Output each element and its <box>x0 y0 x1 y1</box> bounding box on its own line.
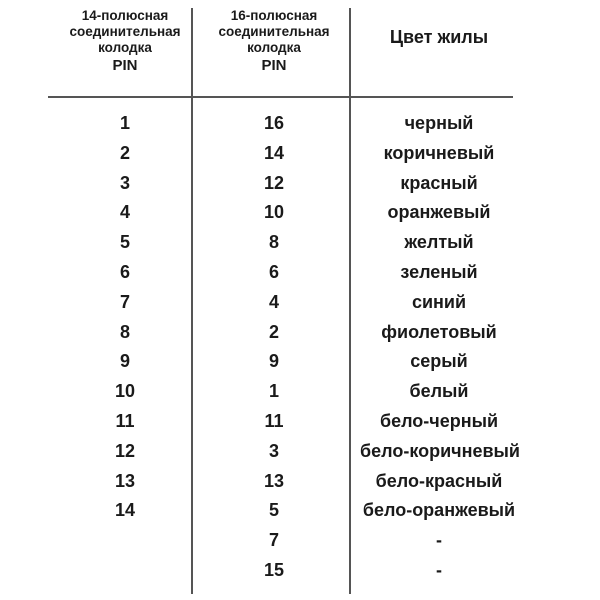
table-row <box>0 198 600 228</box>
pin-14-cell: 14 <box>114 500 136 521</box>
table-row <box>0 318 600 348</box>
pin-16-cell: 14 <box>263 142 285 163</box>
pin-14-cell: 3 <box>119 172 130 193</box>
header-divider <box>48 96 513 98</box>
pin-14-cell: 11 <box>115 410 135 431</box>
header-14-line-3: колодка <box>98 40 152 55</box>
pin-14-cell: 5 <box>119 232 130 253</box>
pin-14-cell: 12 <box>114 440 136 461</box>
table-row <box>0 496 600 526</box>
pin-16-cell: 13 <box>263 470 285 491</box>
pin-16-cell: 11 <box>264 410 284 431</box>
header-16-line-2: соединительная <box>218 24 330 39</box>
table-row <box>0 228 600 258</box>
wire-color-cell: фиолетовый <box>381 321 497 342</box>
header-16-pin-connector <box>193 8 355 75</box>
table-row <box>0 437 600 467</box>
pin-16-cell: 16 <box>263 113 285 133</box>
pin-16-cell: 2 <box>268 321 279 342</box>
wire-color-cell: синий <box>411 291 467 312</box>
table-body <box>0 109 600 586</box>
pin-16-cell: 1 <box>268 381 279 402</box>
wire-color-cell: бело-красный <box>375 470 503 491</box>
pin-16-cell: 8 <box>268 232 279 253</box>
pin-14-cell: 6 <box>119 261 130 282</box>
table-row <box>0 288 600 318</box>
pin-14-cell: 13 <box>114 470 136 491</box>
pin-16-cell: 10 <box>263 202 285 223</box>
wire-color-cell: серый <box>410 351 468 372</box>
wire-color-cell: желтый <box>404 232 474 253</box>
pin-14-cell: 10 <box>114 381 136 402</box>
pin-16-cell: 12 <box>263 172 285 193</box>
wire-color-cell: красный <box>400 172 478 193</box>
pin-14-cell: 2 <box>119 142 130 163</box>
pin-16-cell: 9 <box>268 351 279 372</box>
table-row <box>0 377 600 407</box>
table-row <box>0 467 600 497</box>
header-wire-color: Цвет жилы <box>389 27 489 47</box>
header-16-line-1: 16-полюсная <box>230 8 318 23</box>
table-row <box>0 556 600 586</box>
pin-16-cell: 4 <box>268 291 279 312</box>
wire-color-cell: бело-коричневый <box>360 440 520 461</box>
wire-color-cell: бело-черный <box>379 410 499 431</box>
wire-color-cell: коричневый <box>383 142 495 163</box>
pin-14-cell: 4 <box>119 202 130 223</box>
pin-14-cell: 9 <box>119 351 130 372</box>
table-row <box>0 139 600 169</box>
table-row <box>0 526 600 556</box>
wire-color-cell: бело-оранжевый <box>362 500 516 521</box>
pin-14-cell: 7 <box>119 291 130 312</box>
header-16-pin-label: PIN <box>261 57 287 74</box>
wire-color-cell: - <box>436 530 442 551</box>
table-row <box>0 109 600 139</box>
pin-16-cell: 5 <box>268 500 279 521</box>
pin-16-cell: 7 <box>268 530 279 551</box>
table-row <box>0 258 600 288</box>
table-row <box>0 169 600 199</box>
wire-color-cell: - <box>436 559 442 580</box>
table-row <box>0 407 600 437</box>
header-16-line-3: колодка <box>247 40 301 55</box>
header-14-line-1: 14-полюсная <box>81 8 169 23</box>
wire-color-cell: белый <box>409 381 469 402</box>
header-14-pin-connector <box>40 8 210 75</box>
wire-color-cell: оранжевый <box>387 202 491 223</box>
pin-16-cell: 6 <box>268 261 279 282</box>
pin-14-cell: 8 <box>119 321 130 342</box>
pin-16-cell: 15 <box>263 559 285 580</box>
header-14-line-2: соединительная <box>69 24 181 39</box>
wire-color-cell: зеленый <box>400 261 478 282</box>
header-14-pin-label: PIN <box>112 57 138 74</box>
pin-16-cell: 3 <box>268 440 279 461</box>
pin-14-cell: 1 <box>119 113 130 133</box>
wire-color-cell: черный <box>404 113 474 133</box>
table-row <box>0 347 600 377</box>
